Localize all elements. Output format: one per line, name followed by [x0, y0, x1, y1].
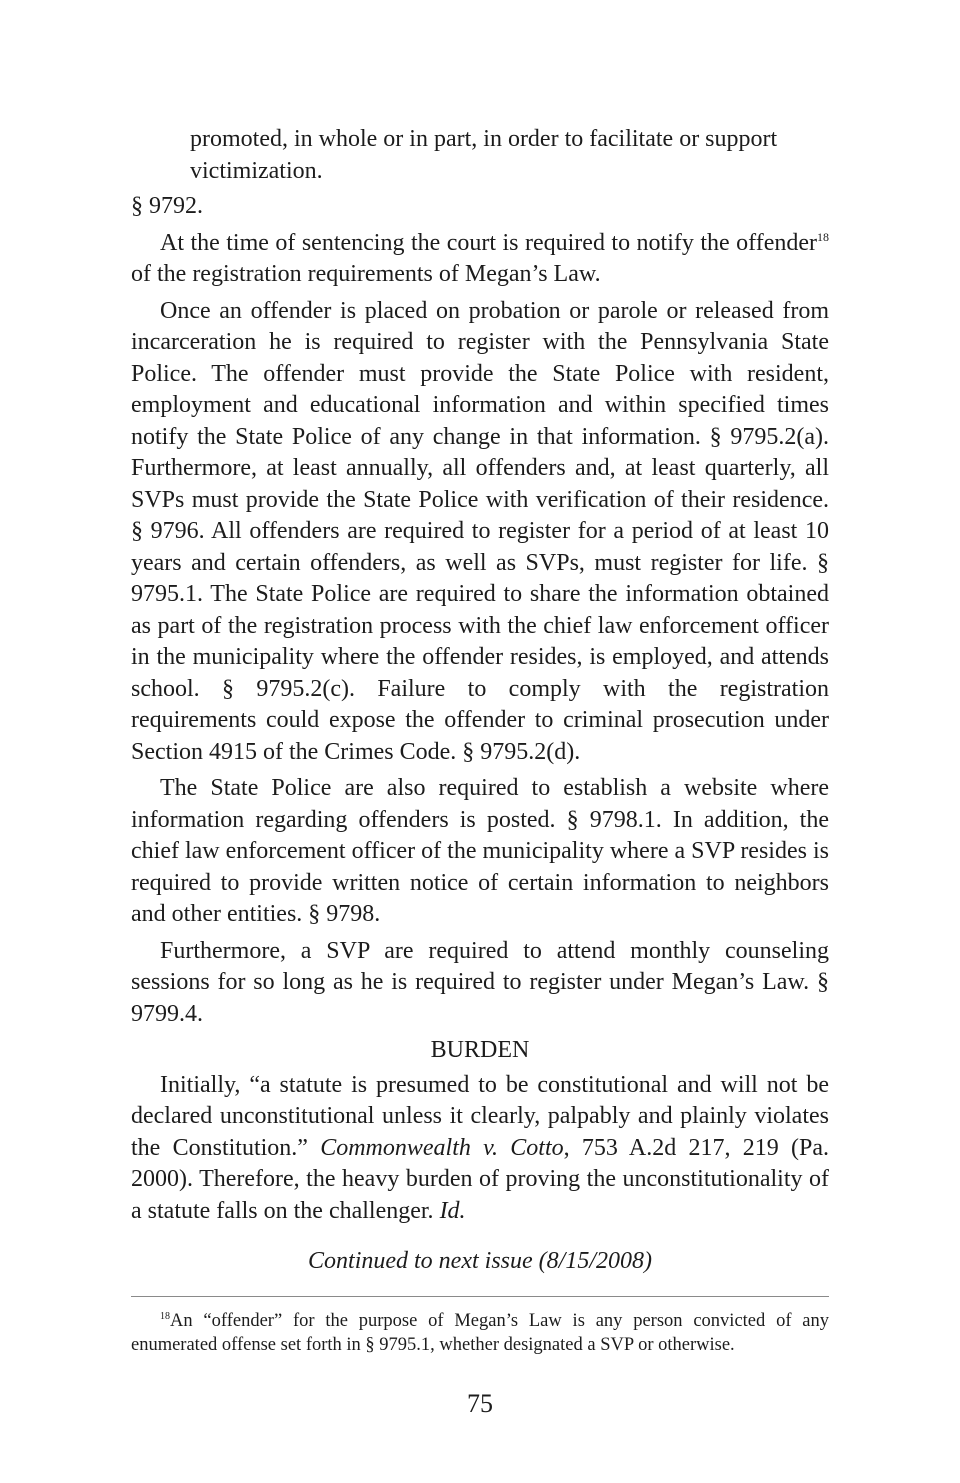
continuation-text: promoted, in whole or in part, in order to facilitate or support victimization. [190, 126, 778, 184]
paragraph-sentencing-text-end: of the registration requirements of Megan’s Law. [131, 261, 601, 287]
footnote-divider [131, 1296, 829, 1297]
paragraph-registration: Once an offender is placed on probation or parole or released from incarceration he is required to register with the Pennsylvania State Police. The offender must provide the State Police with resident, employment and educational information and within specified times notify the State Police of any change in that information. § 9795.2(a). Furthermore, at least annually, all offenders and, at least quarterly, all SVPs must provide the State Police with verification of their residence. § 9796. All offenders are required to register for a period of at least 10 years and certain offenders, as well as SVPs, must register for life. § 9795.1. The State Police are required to share the information obtained as part of the registration process with the chief law enforcement officer in the municipality where the offender resides, is employed, and attends school. § 9795.2(c). Failure to comply with the registration requirements could expose the offender to criminal prosecution under Section 4915 of the Crimes Code. § 9795.2(d). [131, 297, 829, 765]
paragraph-burden [131, 1070, 829, 1228]
paragraph-sentencing-notice [131, 228, 829, 291]
case-citation: Commonwealth v. Cotto [320, 1134, 564, 1161]
page-body [131, 124, 829, 1278]
page-number: 75 [467, 1389, 493, 1418]
footnote-number: 18 [160, 1310, 170, 1322]
id-citation: Id. [439, 1197, 466, 1224]
paragraph-sentencing-text: At the time of sentencing the court is required to notify the offender [160, 229, 817, 256]
burden-text-part2: , 753 A.2d 217, 219 (Pa. 2000). Therefore, the heavy burden of proving the unconstitutionality of a statute falls on the challenger. [131, 1134, 829, 1224]
paragraph-website: The State Police are also required to establish a website where information regarding offenders is posted. § 9798.1. In addition, the chief law enforcement officer of the municipality where a SVP resides is required to provide written notice of certain information to neighbors and other entities. § 9798. [131, 775, 829, 927]
section-heading: BURDEN [430, 1037, 530, 1063]
section-reference: § 9792. [131, 193, 203, 219]
continued-notice: Continued to next issue (8/15/2008) [308, 1248, 652, 1274]
footnote [131, 1309, 829, 1357]
footnote-marker[interactable]: 18 [817, 229, 829, 244]
footnote-text: An “offender” for the purpose of Megan’s Law is any person convicted of any enumerated offense set forth in § 9795.1, whether designated a SVP or otherwise. [131, 1311, 829, 1355]
burden-text-part1: Initially, “a statute is presumed to be constitutional and will not be declared unconstitutional unless it clearly, palpably and plainly violates the Constitution.” [131, 1071, 829, 1161]
paragraph-counseling: Furthermore, a SVP are required to attend monthly counseling sessions for so long as he is required to register under Megan’s Law. § 9799.4. [131, 937, 829, 1027]
